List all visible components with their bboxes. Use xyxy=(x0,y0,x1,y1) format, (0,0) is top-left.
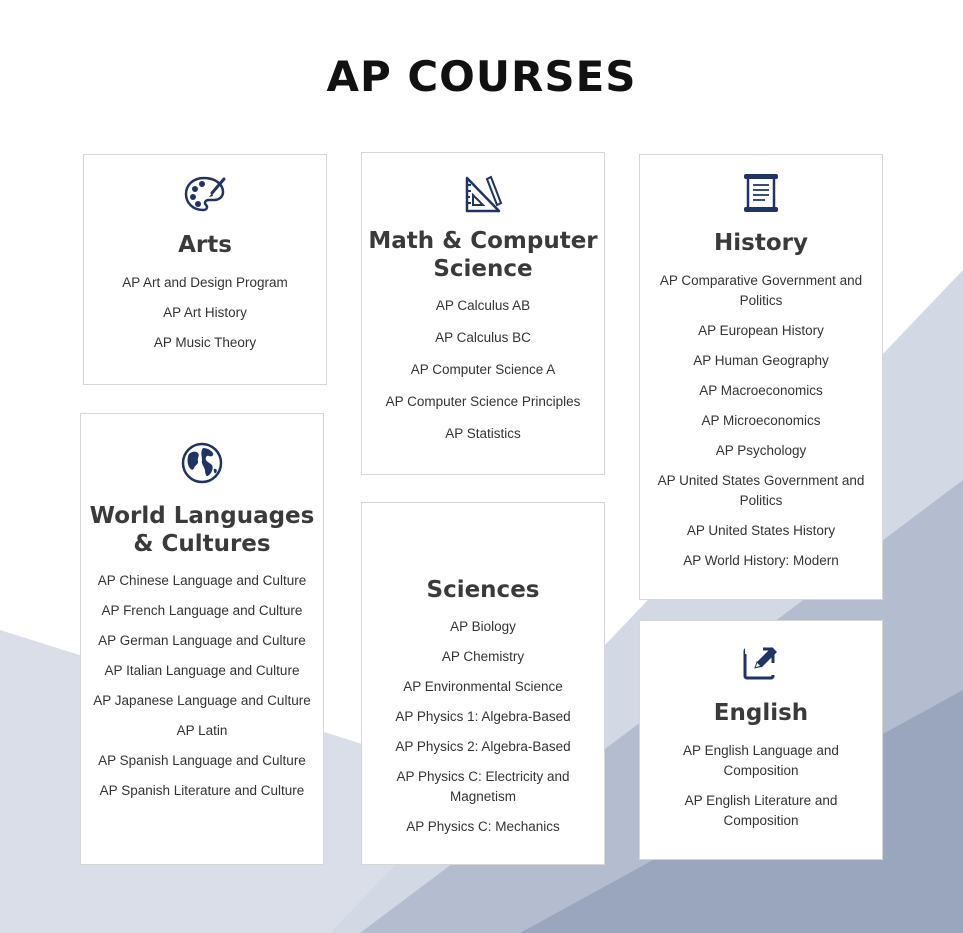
palette-icon xyxy=(184,175,226,213)
list-item: AP Environmental Science xyxy=(403,679,563,694)
list-item: AP Physics 1: Algebra-Based xyxy=(395,709,571,724)
list-item: AP Latin xyxy=(176,723,228,738)
card-english xyxy=(639,620,883,860)
card-title: History xyxy=(714,230,808,256)
card-world-languages xyxy=(80,413,324,865)
scroll-icon xyxy=(741,173,781,213)
card-title: English xyxy=(713,700,809,726)
list-item: AP English Literature and Composition xyxy=(684,793,838,828)
list-item: AP Microeconomics xyxy=(701,413,821,428)
list-item: AP English Language and Composition xyxy=(683,743,839,778)
card-title: Math & Computer Science xyxy=(368,228,598,282)
list-item: AP Art History xyxy=(163,305,247,320)
list-item: AP Computer Science A xyxy=(410,362,556,377)
card-title: Sciences xyxy=(426,577,540,603)
list-item: AP Chemistry xyxy=(441,649,525,664)
list-item: AP Spanish Language and Culture xyxy=(98,753,306,768)
list-item: AP Psychology xyxy=(715,443,807,458)
list-item: AP Music Theory xyxy=(153,335,257,350)
course-list xyxy=(81,571,323,801)
list-item: AP World History: Modern xyxy=(683,553,839,568)
course-list xyxy=(640,271,882,571)
list-item: AP Biology xyxy=(450,619,516,634)
list-item: AP German Language and Culture xyxy=(98,633,306,648)
globe-icon xyxy=(181,442,223,484)
list-item: AP Physics C: Mechanics xyxy=(406,819,560,834)
course-list xyxy=(84,273,326,353)
list-item: AP United States Government and Politics xyxy=(657,473,865,508)
list-item: AP Physics 2: Algebra-Based xyxy=(395,739,571,754)
ruler-triangle-icon xyxy=(463,175,503,213)
list-item: AP Spanish Literature and Culture xyxy=(99,783,305,798)
list-item: AP Computer Science Principles xyxy=(385,394,581,409)
card-history xyxy=(639,154,883,600)
list-item: AP Calculus AB xyxy=(435,298,531,313)
list-item: AP Chinese Language and Culture xyxy=(97,573,307,588)
card-math-computer-science xyxy=(361,152,605,475)
list-item: AP Calculus BC xyxy=(435,330,531,345)
list-item: AP Human Geography xyxy=(693,353,829,368)
card-title: Arts xyxy=(178,232,232,258)
list-item: AP United States History xyxy=(686,523,836,538)
list-item: AP Physics C: Electricity and Magnetism xyxy=(396,769,570,804)
edit-pencil-icon xyxy=(742,643,780,681)
list-item: AP Art and Design Program xyxy=(122,275,288,290)
card-sciences xyxy=(361,502,605,865)
card-arts xyxy=(83,154,327,385)
course-list xyxy=(362,617,604,837)
list-item: AP Macroeconomics xyxy=(699,383,823,398)
page-title: AP COURSES xyxy=(326,52,637,101)
card-title: World Languages & Cultures xyxy=(89,503,315,557)
course-list xyxy=(640,741,882,831)
list-item: AP European History xyxy=(698,323,824,338)
list-item: AP Statistics xyxy=(445,426,521,441)
course-list xyxy=(362,296,604,444)
list-item: AP Italian Language and Culture xyxy=(104,663,300,678)
list-item: AP French Language and Culture xyxy=(101,603,303,618)
list-item: AP Comparative Government and Politics xyxy=(659,273,863,308)
list-item: AP Japanese Language and Culture xyxy=(93,693,311,708)
